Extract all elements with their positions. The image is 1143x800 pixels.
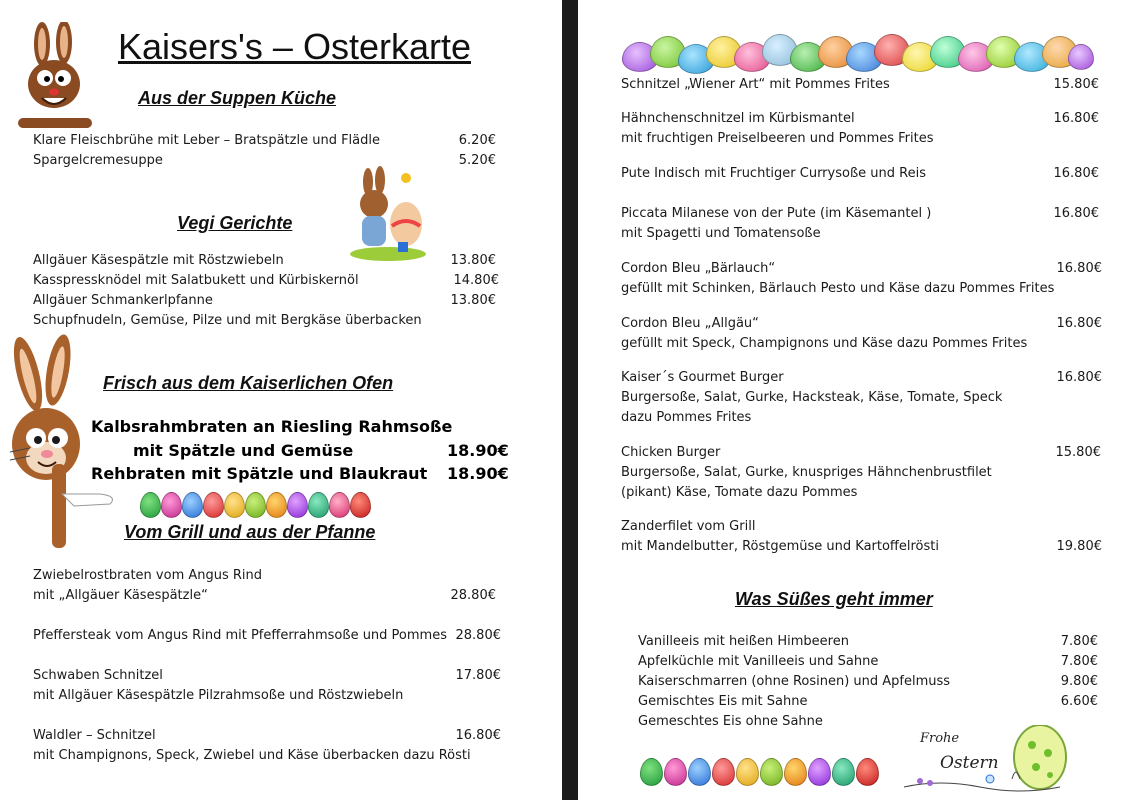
menu-item-name: Piccata Milanese von der Pute (im Käsemantel ) [621,206,932,221]
easter-egg-icon [640,758,663,786]
menu-item-price: 28.80€ [450,588,496,603]
menu-item-name: Klare Fleischbrühe mit Leber – Bratspätzle und Flädle [33,133,380,148]
easter-egg-icon [182,492,203,518]
menu-item-desc: (pikant) Käse, Tomate dazu Pommes [621,485,858,500]
menu-item-desc: gefüllt mit Schinken, Bärlauch Pesto und Käse dazu Pommes Frites [621,281,1055,296]
menu-item-price: 16.80€ [1056,316,1102,331]
easter-egg-icon [1068,44,1094,70]
menu-item-desc: gefüllt mit Speck, Champignons und Käse dazu Pommes Frites [621,336,1028,351]
menu-item-desc: mit Champignons, Speck, Zwiebel und Käse überbacken dazu Rösti [33,748,471,763]
menu-item-price: 17.80€ [455,668,501,683]
easter-egg-icon [245,492,266,518]
section-heading-vegi: Vegi Gerichte [177,213,293,233]
easter-egg-row [622,34,1092,74]
menu-item-price: 7.80€ [1060,654,1098,669]
menu-item-price: 16.80€ [1053,111,1099,126]
menu-item-name: Pfeffersteak vom Angus Rind mit Pfefferrahmsoße und Pommes [33,628,447,643]
menu-page-left [0,0,562,800]
menu-item-name: Spargelcremesuppe [33,153,163,168]
easter-egg-icon [308,492,329,518]
easter-egg-row [140,490,380,518]
menu-item-desc: Burgersoße, Salat, Gurke, knuspriges Hähnchenbrustfilet [621,465,992,480]
section-heading-soups: Aus der Suppen Küche [138,88,337,108]
section-heading-oven: Frisch aus dem Kaiserlichen Ofen [103,373,394,393]
menu-item-price: 5.20€ [458,153,496,168]
menu-item-name: Hähnchenschnitzel im Kürbismantel [621,111,855,126]
menu-item-price: 14.80€ [453,273,499,288]
easter-egg-icon [203,492,224,518]
menu-item-price: 16.80€ [1053,206,1099,221]
easter-egg-icon [224,492,245,518]
greeting-line: Ostern [940,753,999,773]
menu-item-price: 13.80€ [450,293,496,308]
easter-egg-icon [712,758,735,786]
menu-item-name: Pute Indisch mit Fruchtiger Currysoße und Reis [621,166,926,181]
bunny-icon [14,22,96,132]
menu-item-name: Apfelküchle mit Vanilleeis und Sahne [638,654,879,669]
menu-item-desc: dazu Pommes Frites [621,410,752,425]
menu-item-price: 16.80€ [1056,370,1102,385]
menu-item-price: 6.20€ [458,133,496,148]
menu-item-name: Waldler – Schnitzel [33,728,156,743]
menu-item-desc: mit Spagetti und Tomatensoße [621,226,821,241]
menu-item-desc: mit Mandelbutter, Röstgemüse und Kartoffelrösti [621,539,939,554]
easter-egg-icon [287,492,308,518]
easter-egg-icon [161,492,182,518]
easter-egg-icon [140,492,161,518]
menu-item-name: Gemischtes Eis mit Sahne [638,694,808,709]
pointing-bunny-icon [0,334,124,552]
menu-item-name: Cordon Bleu „Allgäu“ [621,316,759,331]
greeting-line: Frohe [920,731,960,746]
menu-item-price: 16.80€ [455,728,501,743]
menu-item-price: 28.80€ [455,628,501,643]
easter-egg-icon [350,492,371,518]
easter-egg-icon [832,758,855,786]
menu-item-price: 16.80€ [1053,166,1099,181]
menu-item-desc: mit fruchtigen Preiselbeeren und Pommes Frites [621,131,934,146]
easter-egg-icon [688,758,711,786]
oven-dish-price: 18.90€ [447,464,509,483]
menu-item-price: 15.80€ [1053,77,1099,92]
menu-item-name: Schwaben Schnitzel [33,668,163,683]
menu-item-name: Chicken Burger [621,445,721,460]
menu-item-name: Allgäuer Käsespätzle mit Röstzwiebeln [33,253,284,268]
menu-item-price: 7.80€ [1060,634,1098,649]
menu-item-name: Zanderfilet vom Grill [621,519,756,534]
menu-item-name: Cordon Bleu „Bärlauch“ [621,261,776,276]
menu-item-price: 15.80€ [1055,445,1101,460]
menu-item-name: Allgäuer Schmankerlpfanne [33,293,213,308]
menu-page-right [578,0,1143,800]
easter-egg-icon [808,758,831,786]
menu-item-name: Schupfnudeln, Gemüse, Pilze und mit Bergkäse überbacken [33,313,422,328]
menu-item-price: 16.80€ [1056,261,1102,276]
menu-item-name: Gemeschtes Eis ohne Sahne [638,714,823,729]
menu-item-name: Kaiser´s Gourmet Burger [621,370,784,385]
easter-egg-icon [736,758,759,786]
painting-bunny-icon [346,166,428,262]
oven-dish-line: mit Spätzle und Gemüse [133,441,354,460]
easter-egg-icon [329,492,350,518]
menu-item-desc: mit „Allgäuer Käsespätzle“ [33,588,208,603]
oven-dish-price: 18.90€ [447,441,509,460]
easter-egg-icon [760,758,783,786]
menu-item-name: Kasspressknödel mit Salatbukett und Kürbiskernöl [33,273,359,288]
menu-item-price: 13.80€ [450,253,496,268]
easter-egg-icon [664,758,687,786]
menu-item-desc: Burgersoße, Salat, Gurke, Hacksteak, Käse, Tomate, Speck [621,390,1003,405]
menu-item-name: Vanilleeis mit heißen Himbeeren [638,634,849,649]
menu-item-desc: mit Allgäuer Käsespätzle Pilzrahmsoße und Röstzwiebeln [33,688,404,703]
easter-egg-icon [784,758,807,786]
menu-item-price: 6.60€ [1060,694,1098,709]
menu-item-name: Schnitzel „Wiener Art“ mit Pommes Frites [621,77,890,92]
menu-item-name: Zwiebelrostbraten vom Angus Rind [33,568,263,583]
easter-egg-icon [856,758,879,786]
easter-egg-icon [266,492,287,518]
oven-dish-line: Rehbraten mit Spätzle und Blaukraut [91,464,428,483]
menu-item-price: 19.80€ [1056,539,1102,554]
section-heading-dessert: Was Süßes geht immer [735,589,933,609]
frohe-ostern-greeting [900,725,1080,795]
easter-egg-row [640,756,880,786]
oven-dish-line: Kalbsrahmbraten an Riesling Rahmsoße [91,417,453,436]
page-title: Kaisers's – Osterkarte [118,26,471,67]
section-heading-grill: Vom Grill und aus der Pfanne [124,522,376,542]
menu-item-price: 9.80€ [1060,674,1098,689]
page-divider [562,0,578,800]
menu-item-name: Kaiserschmarren (ohne Rosinen) und Apfelmuss [638,674,951,689]
